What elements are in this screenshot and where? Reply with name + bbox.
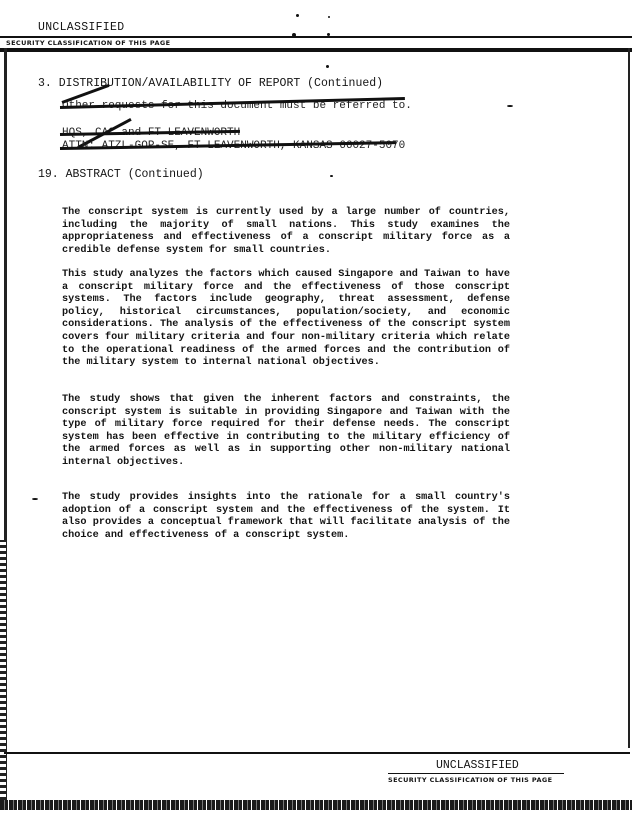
scan-speck [326, 65, 329, 68]
abstract-paragraph: The study shows that given the inherent factors and constraints, the conscript system is suitable in providing Singapore and Taiwan with the type of military force required for their defense needs. The conscript system has been effective in contributing to the military efficiency of the armed forces as well as in supporting other non-military national internal objectives. [62, 394, 510, 468]
struck-distribution-line: HQS, CAC and FT LEAVENWORTH [62, 127, 241, 139]
scan-speck [292, 33, 296, 37]
header-rule [0, 36, 632, 38]
scan-bottom-band [0, 800, 632, 810]
scan-speck [32, 498, 38, 500]
scan-speck [296, 14, 299, 17]
section-19-heading: 19. ABSTRACT (Continued) [38, 168, 204, 181]
abstract-paragraph: The conscript system is currently used by a large number of countries, including the majority of small nations. This study examines the appropriateness and effectiveness of a conscript military force as a credible defense system for small countries. [62, 207, 510, 256]
section-3-heading: 3. DISTRIBUTION/AVAILABILITY OF REPORT (Continued) [38, 77, 384, 90]
scan-speck [328, 16, 330, 18]
footer-classification-caption: SECURITY CLASSIFICATION OF THIS PAGE [388, 776, 553, 784]
scan-speck [507, 105, 513, 107]
struck-distribution-line: Other requests for this document must be referred to. [62, 100, 412, 112]
scan-edge-pattern [0, 540, 6, 800]
scan-speck [327, 33, 330, 36]
frame-top-border [0, 48, 632, 52]
footer-classification: UNCLASSIFIED [436, 759, 519, 772]
frame-bottom-border [4, 752, 630, 754]
scan-speck [330, 175, 333, 177]
abstract-paragraph: The study provides insights into the rationale for a small country's adoption of a conscript system and the effectiveness of the system. It also provides a conceptual framework that will facilitate analysis of the choice and effectiveness of a conscript system. [62, 492, 510, 541]
header-classification: UNCLASSIFIED [38, 21, 125, 34]
struck-distribution-line: ATTN: ATZL-GOP-SE, FT LEAVENWORTH, KANSAS 66027-5070 [62, 140, 406, 152]
header-classification-caption: SECURITY CLASSIFICATION OF THIS PAGE [6, 39, 171, 47]
footer-rule [388, 773, 564, 774]
frame-right-border [628, 48, 630, 748]
abstract-paragraph: This study analyzes the factors which caused Singapore and Taiwan to have a conscript military force and the effectiveness of those conscript systems. The factors include geography, threat assessment, defense policy, historical circumstances, population/society, and economic considerations. The analysis of the effectiveness of the conscript system covers four military criteria and four non-military criteria which relate to the operational readiness of the armed forces and the contribution of the military system to internal national objectives. [62, 269, 510, 369]
